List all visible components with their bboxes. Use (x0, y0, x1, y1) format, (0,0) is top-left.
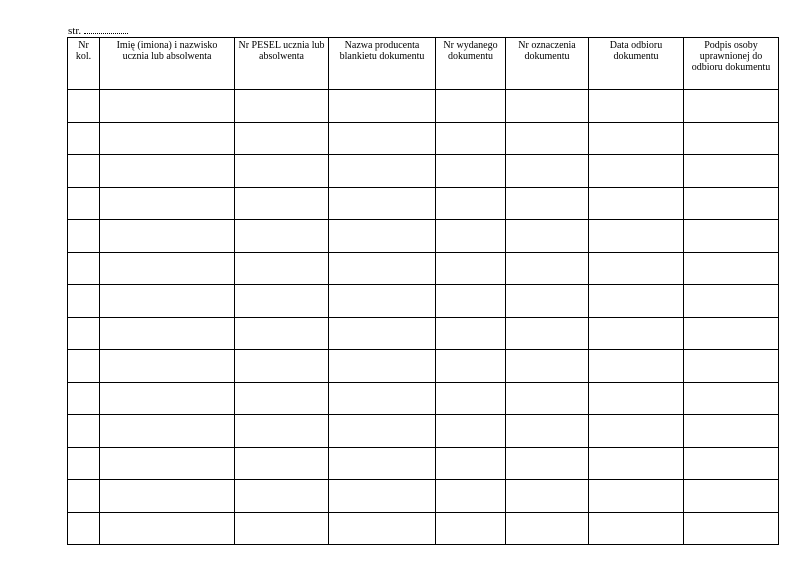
table-cell-data-odbioru[interactable] (589, 480, 684, 513)
table-cell-nr-oznaczenia[interactable] (506, 480, 589, 513)
table-cell-nr-wydanego[interactable] (436, 155, 506, 188)
table-cell-data-odbioru[interactable] (589, 252, 684, 285)
table-cell-nr-oznaczenia[interactable] (506, 252, 589, 285)
table-cell-imie-nazwisko[interactable] (100, 122, 235, 155)
table-cell-nr-wydanego[interactable] (436, 512, 506, 545)
table-cell-pesel[interactable] (235, 350, 329, 383)
table-cell-data-odbioru[interactable] (589, 447, 684, 480)
table-cell-nr-oznaczenia[interactable] (506, 285, 589, 318)
table-cell-producent[interactable] (329, 350, 436, 383)
table-cell-nr-oznaczenia[interactable] (506, 382, 589, 415)
table-cell-imie-nazwisko[interactable] (100, 155, 235, 188)
table-cell-nr-kol[interactable] (68, 252, 100, 285)
table-cell-data-odbioru[interactable] (589, 512, 684, 545)
table-cell-nr-kol[interactable] (68, 382, 100, 415)
table-cell-podpis[interactable] (684, 447, 779, 480)
table-cell-nr-oznaczenia[interactable] (506, 155, 589, 188)
table-cell-podpis[interactable] (684, 415, 779, 448)
table-row (68, 350, 779, 383)
column-header-blank-producer: Nazwa producenta blankietu dokumentu (329, 38, 436, 90)
table-cell-producent[interactable] (329, 415, 436, 448)
table-cell-nr-kol[interactable] (68, 447, 100, 480)
page-number-blank[interactable] (84, 24, 128, 34)
table-cell-data-odbioru[interactable] (589, 350, 684, 383)
table-row (68, 317, 779, 350)
table-cell-nr-kol[interactable] (68, 480, 100, 513)
table-cell-pesel[interactable] (235, 252, 329, 285)
table-cell-podpis[interactable] (684, 350, 779, 383)
table-cell-podpis[interactable] (684, 122, 779, 155)
table-cell-podpis[interactable] (684, 220, 779, 253)
column-header-document-marking-number: Nr oznaczenia dokumentu (506, 38, 589, 90)
table-cell-data-odbioru[interactable] (589, 285, 684, 318)
table-cell-nr-wydanego[interactable] (436, 122, 506, 155)
table-row (68, 122, 779, 155)
table-cell-nr-kol[interactable] (68, 90, 100, 123)
table-cell-pesel[interactable] (235, 90, 329, 123)
table-cell-data-odbioru[interactable] (589, 220, 684, 253)
table-cell-nr-wydanego[interactable] (436, 285, 506, 318)
table-cell-producent[interactable] (329, 220, 436, 253)
table-cell-podpis[interactable] (684, 155, 779, 188)
table-row (68, 447, 779, 480)
table-cell-imie-nazwisko[interactable] (100, 90, 235, 123)
table-cell-podpis[interactable] (684, 317, 779, 350)
table-row (68, 252, 779, 285)
table-cell-producent[interactable] (329, 285, 436, 318)
table-cell-nr-wydanego[interactable] (436, 90, 506, 123)
column-header-nr-kol: Nr kol. (68, 38, 100, 90)
column-header-pesel: Nr PESEL ucznia lub absolwenta (235, 38, 329, 90)
table-cell-pesel[interactable] (235, 122, 329, 155)
table-cell-producent[interactable] (329, 382, 436, 415)
table-cell-nr-wydanego[interactable] (436, 480, 506, 513)
column-header-pickup-date: Data odbioru dokumentu (589, 38, 684, 90)
table-row (68, 90, 779, 123)
table-cell-pesel[interactable] (235, 480, 329, 513)
table-cell-nr-oznaczenia[interactable] (506, 415, 589, 448)
table-cell-nr-kol[interactable] (68, 415, 100, 448)
table-cell-nr-wydanego[interactable] (436, 447, 506, 480)
column-header-authorized-signature: Podpis osoby uprawnionej do odbioru dokumentu (684, 38, 779, 90)
table-cell-imie-nazwisko[interactable] (100, 415, 235, 448)
table-cell-data-odbioru[interactable] (589, 122, 684, 155)
table-cell-nr-kol[interactable] (68, 317, 100, 350)
table-cell-podpis[interactable] (684, 285, 779, 318)
table-cell-podpis[interactable] (684, 382, 779, 415)
table-cell-pesel[interactable] (235, 317, 329, 350)
table-cell-nr-oznaczenia[interactable] (506, 187, 589, 220)
table-cell-podpis[interactable] (684, 90, 779, 123)
table-row (68, 155, 779, 188)
table-cell-producent[interactable] (329, 90, 436, 123)
table-cell-data-odbioru[interactable] (589, 382, 684, 415)
table-cell-podpis[interactable] (684, 480, 779, 513)
table-cell-nr-oznaczenia[interactable] (506, 512, 589, 545)
table-cell-pesel[interactable] (235, 382, 329, 415)
table-cell-nr-oznaczenia[interactable] (506, 350, 589, 383)
table-cell-imie-nazwisko[interactable] (100, 220, 235, 253)
table-cell-producent[interactable] (329, 512, 436, 545)
table-cell-pesel[interactable] (235, 285, 329, 318)
table-cell-pesel[interactable] (235, 512, 329, 545)
table-cell-imie-nazwisko[interactable] (100, 285, 235, 318)
table-cell-data-odbioru[interactable] (589, 187, 684, 220)
table-cell-producent[interactable] (329, 122, 436, 155)
column-header-issued-document-number: Nr wydanego dokumentu (436, 38, 506, 90)
table-cell-podpis[interactable] (684, 187, 779, 220)
page-number-field (68, 24, 128, 38)
table-cell-nr-kol[interactable] (68, 122, 100, 155)
table-cell-podpis[interactable] (684, 252, 779, 285)
table-row (68, 382, 779, 415)
table-cell-podpis[interactable] (684, 512, 779, 545)
table-cell-data-odbioru[interactable] (589, 415, 684, 448)
table-cell-nr-wydanego[interactable] (436, 317, 506, 350)
table-cell-imie-nazwisko[interactable] (100, 512, 235, 545)
table-cell-nr-kol[interactable] (68, 512, 100, 545)
table-cell-nr-oznaczenia[interactable] (506, 90, 589, 123)
table-cell-imie-nazwisko[interactable] (100, 382, 235, 415)
table-cell-producent[interactable] (329, 447, 436, 480)
table-cell-producent[interactable] (329, 317, 436, 350)
table-cell-imie-nazwisko[interactable] (100, 480, 235, 513)
column-header-student-name: Imię (imiona) i nazwisko ucznia lub absolwenta (100, 38, 235, 90)
table-row (68, 480, 779, 513)
document-issuance-register-table (67, 37, 779, 545)
table-row (68, 187, 779, 220)
table-cell-nr-wydanego[interactable] (436, 187, 506, 220)
table-body (68, 90, 779, 545)
table-cell-nr-wydanego[interactable] (436, 415, 506, 448)
table-cell-nr-wydanego[interactable] (436, 350, 506, 383)
table-cell-imie-nazwisko[interactable] (100, 187, 235, 220)
table-cell-imie-nazwisko[interactable] (100, 317, 235, 350)
table-cell-imie-nazwisko[interactable] (100, 350, 235, 383)
table-cell-nr-kol[interactable] (68, 187, 100, 220)
table-cell-nr-kol[interactable] (68, 285, 100, 318)
table-row (68, 220, 779, 253)
table-header-row (68, 38, 779, 90)
table-cell-nr-wydanego[interactable] (436, 382, 506, 415)
table-cell-nr-kol[interactable] (68, 350, 100, 383)
table-cell-nr-oznaczenia[interactable] (506, 220, 589, 253)
table-cell-imie-nazwisko[interactable] (100, 447, 235, 480)
table-cell-pesel[interactable] (235, 155, 329, 188)
table-cell-data-odbioru[interactable] (589, 317, 684, 350)
table-cell-pesel[interactable] (235, 447, 329, 480)
table-row (68, 415, 779, 448)
table-cell-pesel[interactable] (235, 187, 329, 220)
table-cell-nr-kol[interactable] (68, 155, 100, 188)
table-cell-nr-wydanego[interactable] (436, 252, 506, 285)
table-cell-data-odbioru[interactable] (589, 155, 684, 188)
table-cell-imie-nazwisko[interactable] (100, 252, 235, 285)
table-cell-nr-oznaczenia[interactable] (506, 317, 589, 350)
page-number-label: str. (68, 25, 82, 37)
table-cell-producent[interactable] (329, 252, 436, 285)
table-cell-nr-wydanego[interactable] (436, 220, 506, 253)
table-cell-nr-oznaczenia[interactable] (506, 122, 589, 155)
table-cell-pesel[interactable] (235, 220, 329, 253)
table-row (68, 512, 779, 545)
table-cell-nr-kol[interactable] (68, 220, 100, 253)
table-cell-producent[interactable] (329, 187, 436, 220)
table-cell-producent[interactable] (329, 480, 436, 513)
table-row (68, 285, 779, 318)
table-cell-pesel[interactable] (235, 415, 329, 448)
table-cell-nr-oznaczenia[interactable] (506, 447, 589, 480)
table-cell-data-odbioru[interactable] (589, 90, 684, 123)
table-cell-producent[interactable] (329, 155, 436, 188)
